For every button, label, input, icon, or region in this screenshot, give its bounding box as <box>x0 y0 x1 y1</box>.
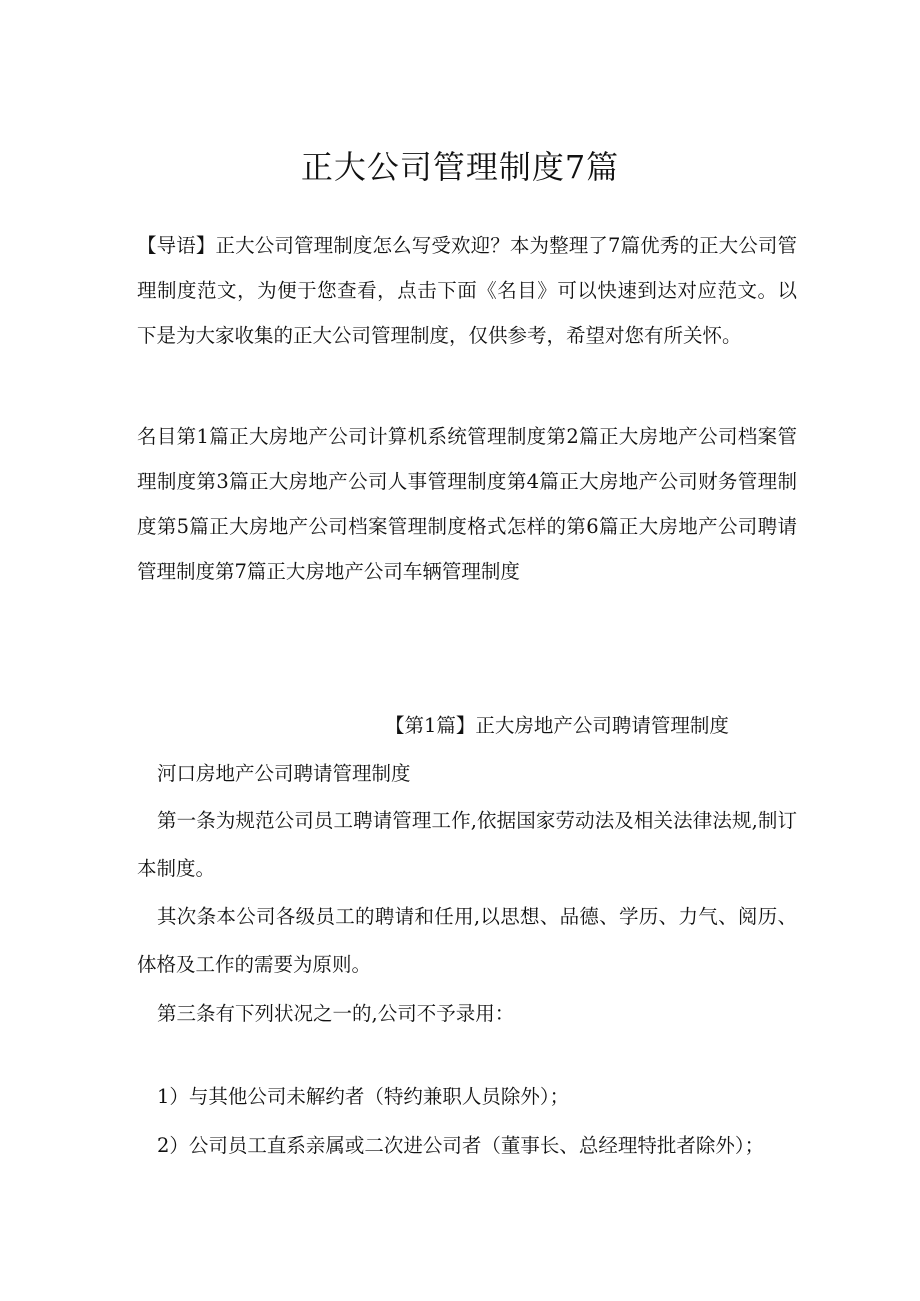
list-item: 1）与其他公司未解约者（特约兼职人员除外）； <box>157 1085 570 1108</box>
table-of-contents: 名目第1篇正大房地产公司计算机系统管理制度第2篇正大房地产公司档案管理制度第3篇正大房地产公司人事管理制度第4篇正大房地产公司财务管理制度第5篇正大房地产公司档案管理制度格式怎样的第6篇正大房地产公司聘请管理制度第7篇正大房地产公司车辆管理制度 <box>137 425 797 583</box>
article-paragraph: 其次条本公司各级员工的聘请和任用,以思想、品德、学历、力气、阅历、体格及工作的需要为原则。 <box>137 905 797 976</box>
list-item: 2）公司员工直系亲属或二次进公司者（董事长、总经理特批者除外）； <box>157 1134 765 1157</box>
document-title: 正大公司管理制度7篇 <box>300 148 620 186</box>
document-subtitle: 河口房地产公司聘请管理制度 <box>157 762 411 785</box>
intro-paragraph: 【导语】正大公司管理制度怎么写受欢迎？本为整理了7篇优秀的正大公司管理制度范文，为便于您查看，点击下面《名目》可以快速到达对应范文。以下是为大家收集的正大公司管理制度，仅供参考，希望对您有所关怀。 <box>137 234 797 347</box>
article-paragraph: 第三条有下列状况之一的,公司不予录用： <box>157 1002 515 1025</box>
section-heading: 【第1篇】正大房地产公司聘请管理制度 <box>385 714 729 737</box>
article-paragraph: 第一条为规范公司员工聘请管理工作,依据国家劳动法及相关法律法规,制订本制度。 <box>137 809 797 880</box>
